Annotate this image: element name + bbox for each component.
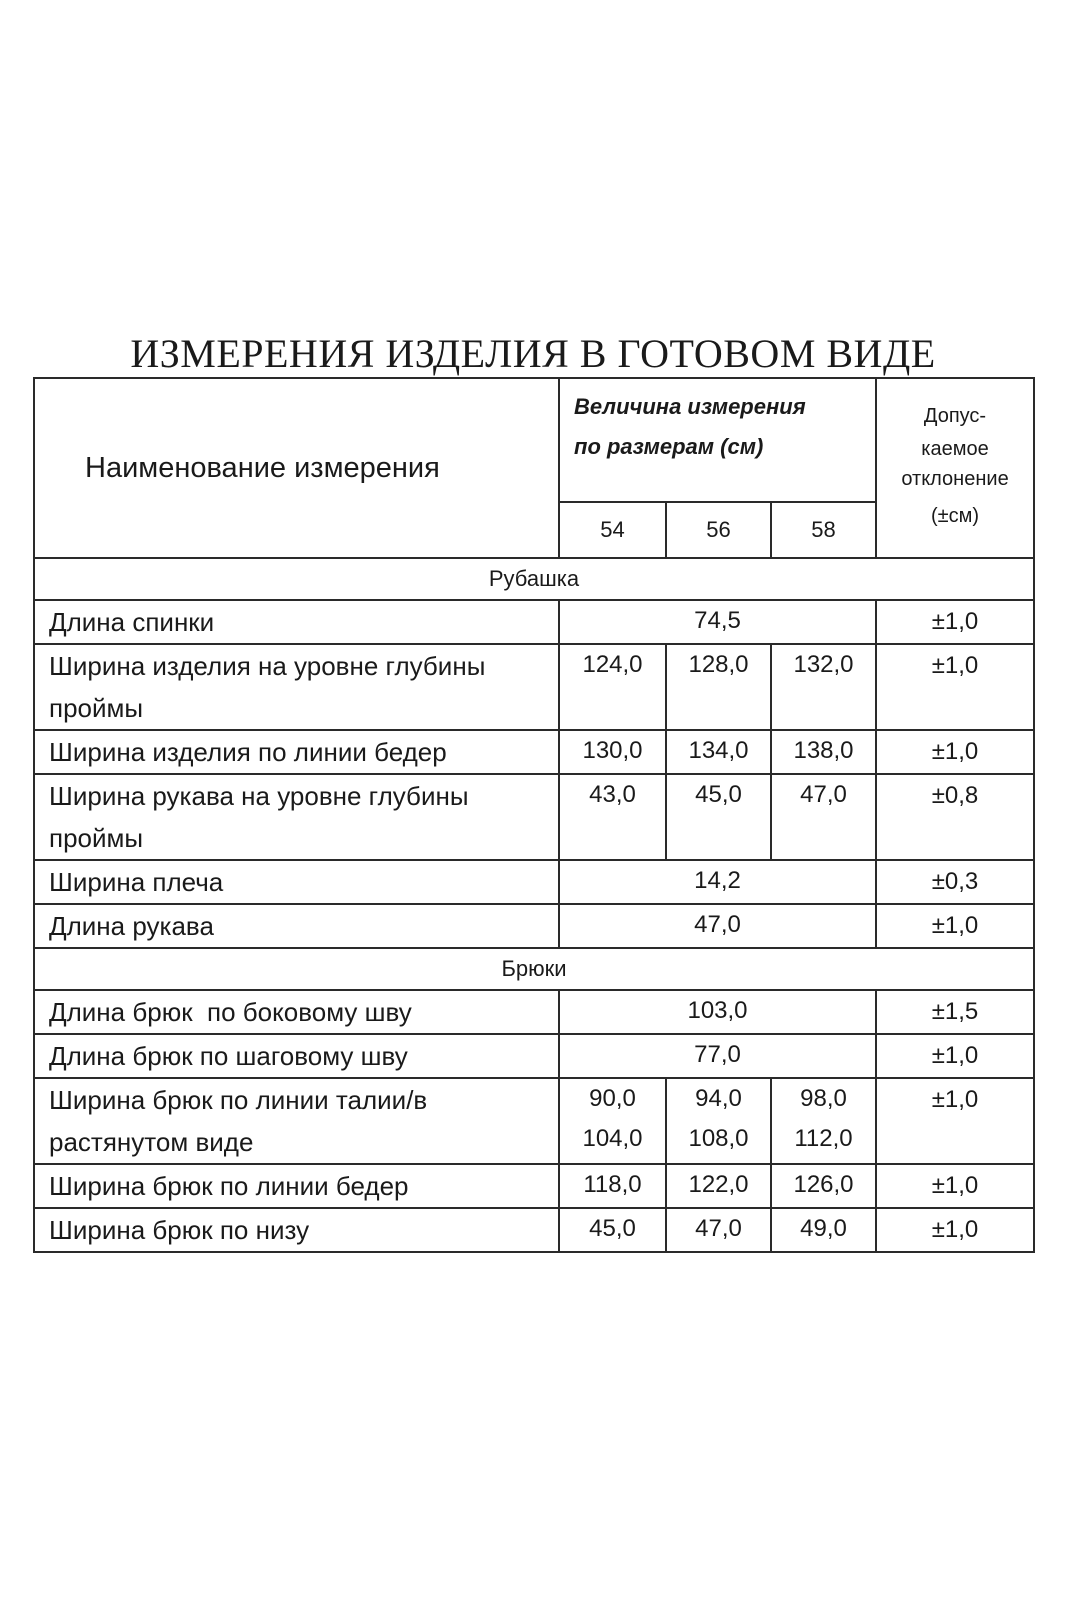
measurement-name: Ширина брюк по линии бедер	[34, 1164, 559, 1208]
measurement-value-56: 47,0	[666, 1208, 771, 1252]
measurement-value-54: 124,0	[559, 644, 666, 730]
measurement-name: Ширина изделия по линии бедер	[34, 730, 559, 774]
measurement-value-56-stack	[666, 1078, 771, 1164]
measurement-tolerance: ±1,0	[876, 1034, 1034, 1078]
measurement-name: Ширина изделия на уровне глубины проймы	[34, 644, 559, 730]
measurement-tolerance: ±1,0	[876, 730, 1034, 774]
measurement-value-58: 98,0	[800, 1085, 847, 1112]
measurement-common-value: 77,0	[559, 1034, 876, 1078]
measurement-value-58: 49,0	[771, 1208, 876, 1252]
header-tolerance-cell	[876, 378, 1034, 558]
measurement-value-54: 118,0	[559, 1164, 666, 1208]
header-tolerance-line4: (±см)	[930, 505, 980, 527]
section-title-shirt: Рубашка	[34, 558, 1034, 600]
measurement-tolerance: ±1,0	[876, 1208, 1034, 1252]
measurement-value-54-stretched: 104,0	[582, 1125, 643, 1152]
measurement-value-54: 130,0	[559, 730, 666, 774]
table-row	[34, 860, 1034, 904]
header-group-line1: Величина измерения	[574, 394, 806, 419]
measurement-value-54: 45,0	[559, 1208, 666, 1252]
measurement-name: Ширина брюк по низу	[34, 1208, 559, 1252]
measurement-common-value: 14,2	[559, 860, 876, 904]
measurements-table	[33, 377, 1035, 1253]
table-row	[34, 1164, 1034, 1208]
measurement-name: Ширина рукава на уровне глубины проймы	[34, 774, 559, 860]
measurement-value-54-stack	[559, 1078, 666, 1164]
table-row	[34, 600, 1034, 644]
table-row	[34, 1078, 1034, 1164]
table-row	[34, 644, 1034, 730]
measurement-value-56-stretched: 108,0	[688, 1125, 749, 1152]
header-size-58: 58	[771, 502, 876, 558]
header-tolerance-line1: Допус-	[923, 405, 987, 427]
measurement-common-value: 47,0	[559, 904, 876, 948]
measurement-value-56: 94,0	[695, 1085, 742, 1112]
measurement-tolerance: ±1,5	[876, 990, 1034, 1034]
measurement-name: Ширина плеча	[34, 860, 559, 904]
measurement-value-54: 90,0	[589, 1085, 636, 1112]
section-title-trousers: Брюки	[34, 948, 1034, 990]
document-title: ИЗМЕРЕНИЯ ИЗДЕЛИЯ В ГОТОВОМ ВИДЕ	[130, 331, 936, 376]
measurement-common-value: 74,5	[559, 600, 876, 644]
table-row	[34, 1034, 1034, 1078]
header-size-56: 56	[666, 502, 771, 558]
table-row	[34, 904, 1034, 948]
measurement-name: Длина брюк по боковому шву	[34, 990, 559, 1034]
measurement-value-56: 122,0	[666, 1164, 771, 1208]
table-row	[34, 990, 1034, 1034]
measurement-value-56: 128,0	[666, 644, 771, 730]
table-row	[34, 1208, 1034, 1252]
measurement-name: Ширина брюк по линии талии/в растянутом виде	[34, 1078, 559, 1164]
measurement-value-58: 132,0	[771, 644, 876, 730]
table-row	[34, 730, 1034, 774]
measurement-tolerance: ±1,0	[876, 1078, 1034, 1164]
table-row	[34, 774, 1034, 860]
measurement-tolerance: ±0,3	[876, 860, 1034, 904]
measurement-value-58: 47,0	[771, 774, 876, 860]
measurement-value-56: 134,0	[666, 730, 771, 774]
measurement-name: Длина спинки	[34, 600, 559, 644]
measurement-name: Длина брюк по шаговому шву	[34, 1034, 559, 1078]
measurement-tolerance: ±1,0	[876, 644, 1034, 730]
header-tolerance-line3: отклонение	[901, 468, 1009, 490]
header-name-cell: Наименование измерения	[34, 378, 559, 558]
measurement-tolerance: ±1,0	[876, 1164, 1034, 1208]
header-group-line2: по размерам (см)	[574, 434, 764, 459]
measurement-tolerance: ±1,0	[876, 600, 1034, 644]
measurement-name: Длина рукава	[34, 904, 559, 948]
measurement-value-54: 43,0	[559, 774, 666, 860]
measurement-value-56: 45,0	[666, 774, 771, 860]
measurement-value-58: 126,0	[771, 1164, 876, 1208]
measurement-tolerance: ±1,0	[876, 904, 1034, 948]
header-size-54: 54	[559, 502, 666, 558]
measurement-tolerance: ±0,8	[876, 774, 1034, 860]
measurement-value-58-stack	[771, 1078, 876, 1164]
measurement-common-value: 103,0	[559, 990, 876, 1034]
measurement-value-58-stretched: 112,0	[794, 1125, 853, 1152]
header-size-group-cell	[559, 378, 876, 502]
measurement-value-58: 138,0	[771, 730, 876, 774]
header-tolerance-line2: каемое	[921, 438, 989, 460]
